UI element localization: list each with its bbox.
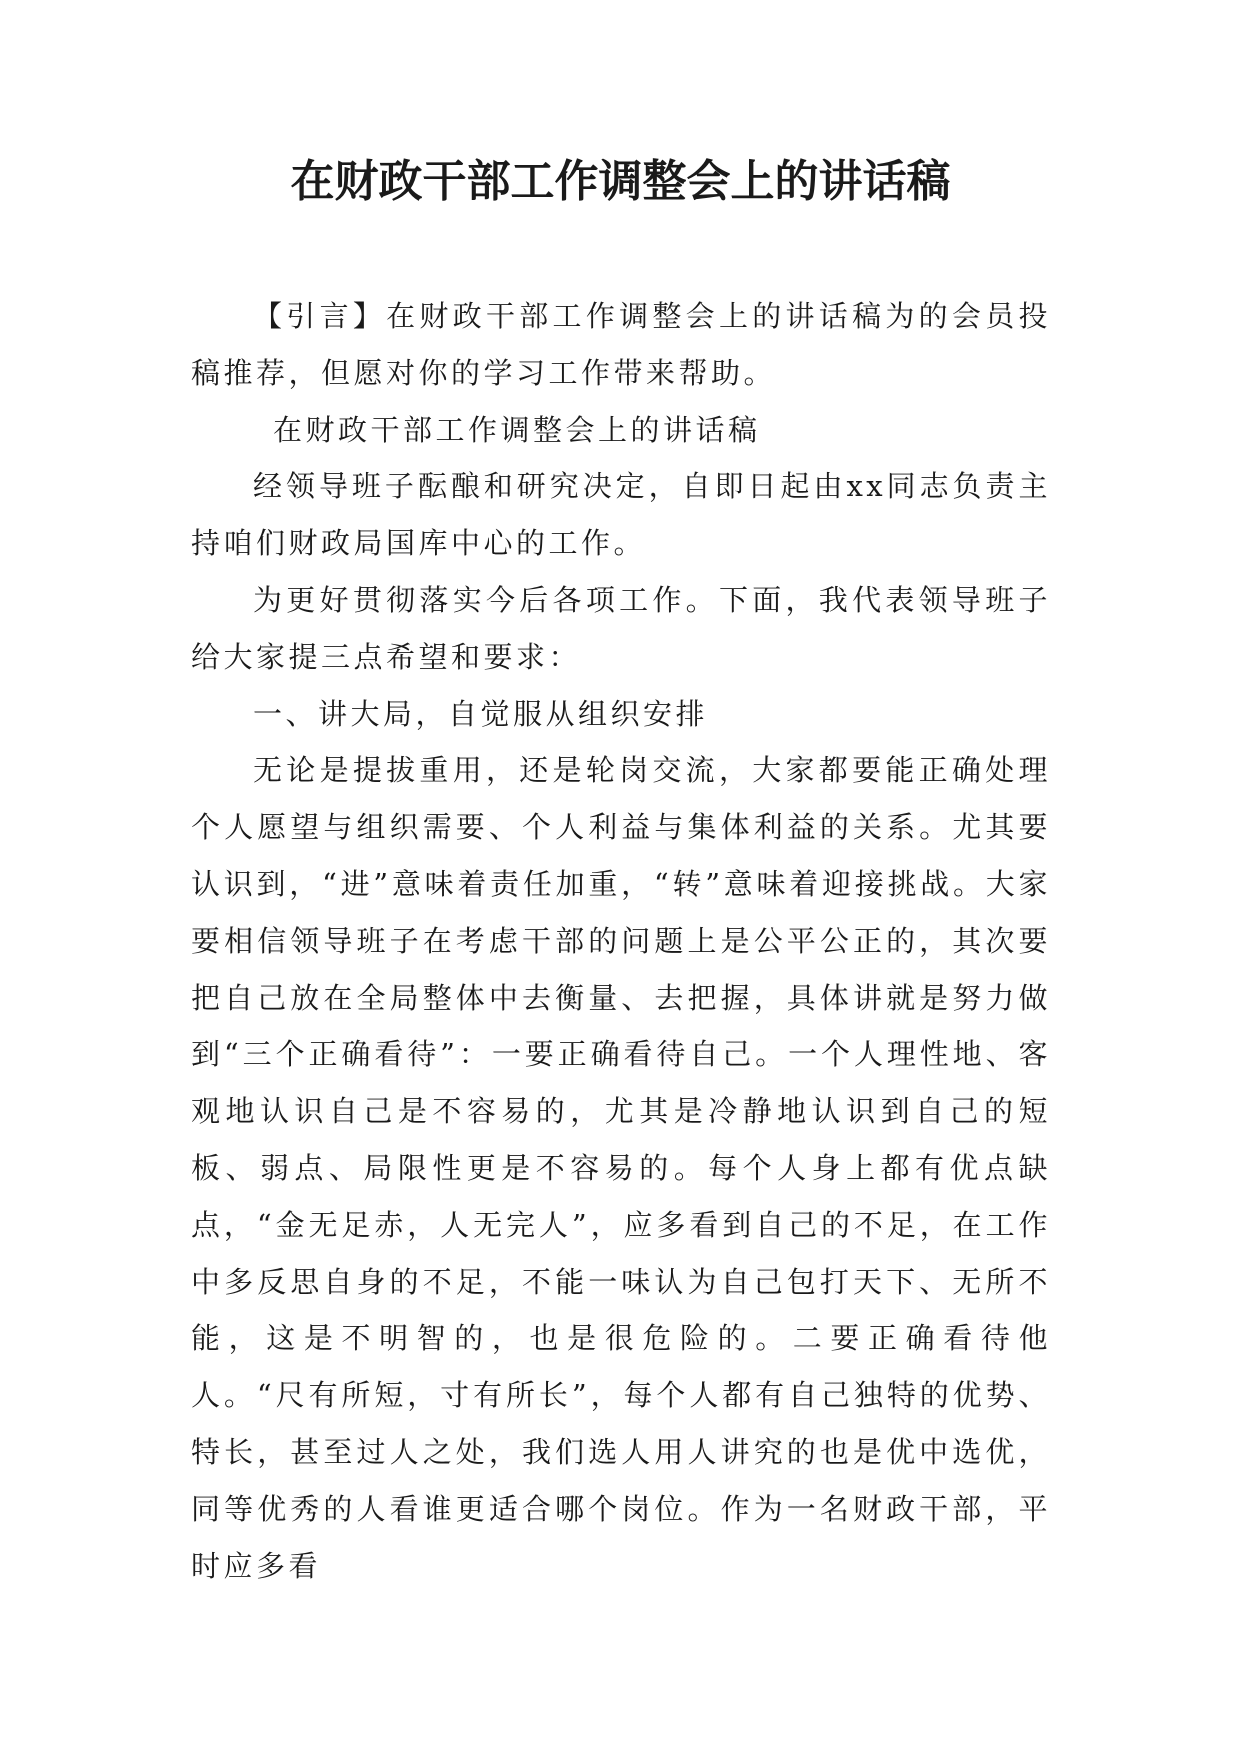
document-title: 在财政干部工作调整会上的讲话稿	[290, 156, 951, 207]
decision-paragraph: 经领导班子酝酿和研究决定，自即日起由xx同志负责主持咱们财政局国库中心的工作。	[191, 469, 1051, 561]
section-heading-1: 一、讲大局，自觉服从组织安排	[253, 696, 709, 731]
document-body	[191, 288, 1051, 1594]
section-1-body-paragraph: 无论是提拔重用，还是轮岗交流，大家都要能正确处理个人愿望与组织需要、个人利益与集体利益的关系。尤其要认识到，“进”意味着责任加重，“转”意味着迎接挑战。大家要相信领导班子在考虑干部的问题上是公平公正的，其次要把自己放在全局整体中去衡量、去把握，具体讲就是努力做到“三个正确看待”：一要正确看待自己。一个人理性地、客观地认识自己是不容易的，尤其是冷静地认识到自己的短板、弱点、局限性更是不容易的。每个人身上都有优点缺点，“金无足赤，人无完人”，应多看到自己的不足，在工作中多反思自身的不足，不能一味认为自己包打天下、无所不能，这是不明智的，也是很危险的。二要正确看待他人。“尺有所短，寸有所长”，每个人都有自己独特的优势、特长，甚至过人之处，我们选人用人讲究的也是优中选优，同等优秀的人看谁更适合哪个岗位。作为一名财政干部，平时应多看	[191, 753, 1051, 1583]
requirements-intro-paragraph: 为更好贯彻落实今后各项工作。下面，我代表领导班子给大家提三点希望和要求：	[191, 582, 1051, 674]
intro-paragraph: 【引言】在财政干部工作调整会上的讲话稿为的会员投稿推荐，但愿对你的学习工作带来帮助。	[191, 299, 1051, 390]
speech-subtitle: 在财政干部工作调整会上的讲话稿	[273, 412, 761, 447]
